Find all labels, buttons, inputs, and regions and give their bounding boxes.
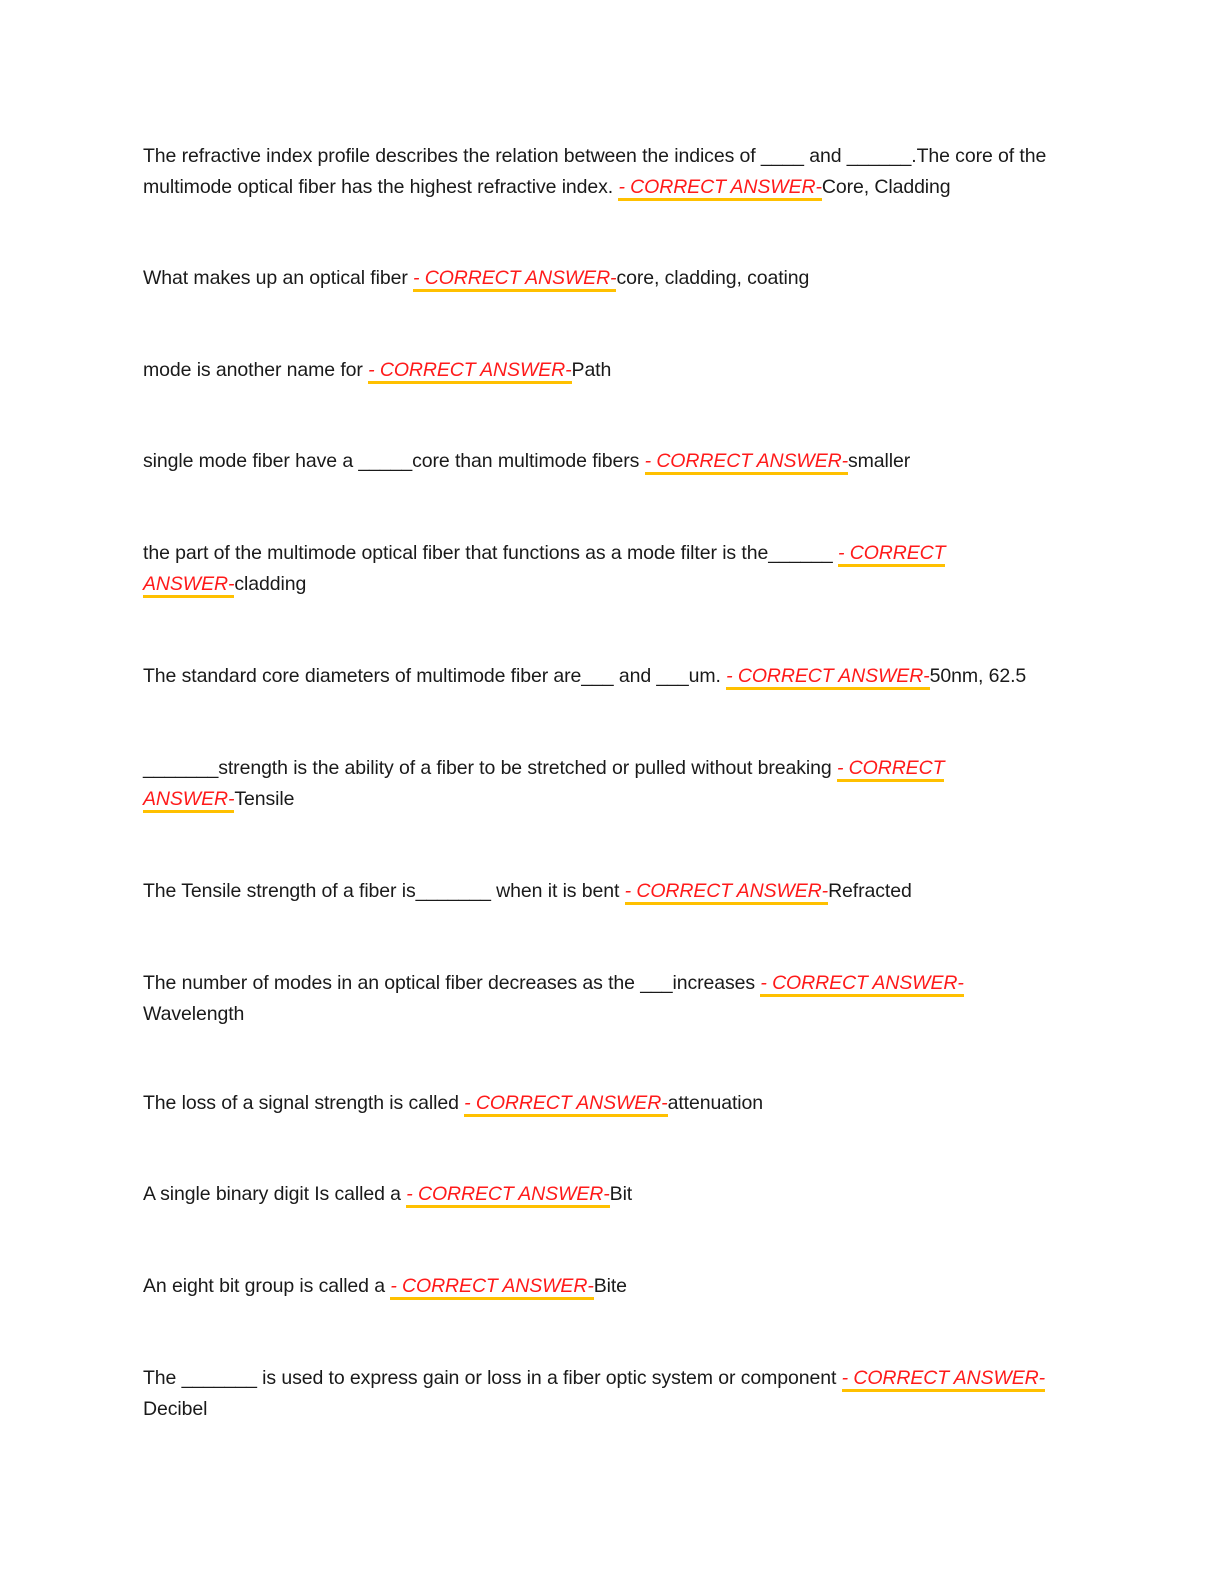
answer-text: Wavelength	[143, 1002, 245, 1025]
question-text: The refractive index profile describes the relation between the indices of ____ and ______.The core of the multimode optical fiber has the highest refractive index.	[143, 145, 1047, 198]
answer-text: Refracted	[828, 880, 912, 902]
question-text: the part of the multimode optical fiber that functions as a mode filter is the______	[143, 542, 838, 564]
question-text: A single binary digit Is called a	[143, 1183, 407, 1205]
question-text: The number of modes in an optical fiber decreases as the ___increases	[143, 972, 761, 994]
answer-text: Tensile	[234, 787, 295, 810]
answer-text: Bite	[593, 1275, 627, 1297]
qa-item-8	[143, 876, 1068, 907]
answer-text: Decibel	[143, 1397, 208, 1420]
qa-item-4	[143, 446, 1068, 477]
question-text: The standard core diameters of multimode fiber are___ and ___um.	[143, 665, 727, 687]
question-text: What makes up an optical fiber	[143, 267, 414, 289]
answer-text: Bit	[609, 1183, 633, 1205]
qa-item-10	[143, 1088, 1068, 1119]
qa-item-12	[143, 1271, 1068, 1302]
qa-item-5	[143, 538, 1003, 599]
qa-item-3	[143, 355, 1068, 386]
qa-item-1	[143, 141, 1068, 202]
correct-answer-marker: - CORRECT ANSWER-	[406, 1183, 609, 1208]
correct-answer-marker: - CORRECT ANSWER-	[368, 359, 571, 384]
question-text: The Tensile strength of a fiber is_______ when it is bent	[143, 880, 625, 902]
correct-answer-marker: - CORRECT ANSWER-	[143, 542, 945, 598]
answer-text: cladding	[234, 572, 307, 595]
answer-text: attenuation	[667, 1092, 763, 1114]
question-text: An eight bit group is called a	[143, 1275, 391, 1297]
question-text: mode is another name for	[143, 359, 369, 381]
qa-item-2	[143, 263, 1068, 294]
question-text: single mode fiber have a _____core than multimode fibers	[143, 450, 645, 472]
correct-answer-marker: - CORRECT ANSWER-	[464, 1092, 667, 1117]
correct-answer-marker: - CORRECT ANSWER-	[645, 450, 848, 475]
qa-item-7	[143, 753, 1003, 814]
question-text: The loss of a signal strength is called	[143, 1092, 465, 1114]
qa-item-6	[143, 661, 1068, 692]
answer-text: Core, Cladding	[821, 175, 951, 198]
question-text: _______strength is the ability of a fiber to be stretched or pulled without breaking	[143, 757, 837, 779]
correct-answer-marker: - CORRECT ANSWER-	[143, 757, 944, 813]
correct-answer-marker: - CORRECT ANSWER-	[760, 972, 963, 997]
qa-item-13	[143, 1363, 1078, 1424]
answer-text: core, cladding, coating	[616, 267, 810, 289]
correct-answer-marker: - CORRECT ANSWER-	[413, 267, 616, 292]
correct-answer-marker: - CORRECT ANSWER-	[618, 176, 821, 201]
qa-item-9	[143, 968, 1013, 1029]
qa-item-11	[143, 1179, 1068, 1210]
question-text: The _______ is used to express gain or loss in a fiber optic system or component	[143, 1367, 842, 1389]
correct-answer-marker: - CORRECT ANSWER-	[726, 665, 929, 690]
answer-text: 50nm, 62.5	[929, 665, 1027, 687]
answer-text: Path	[571, 359, 612, 381]
correct-answer-marker: - CORRECT ANSWER-	[625, 880, 828, 905]
correct-answer-marker: - CORRECT ANSWER-	[842, 1367, 1045, 1392]
correct-answer-marker: - CORRECT ANSWER-	[390, 1275, 593, 1300]
answer-text: smaller	[848, 450, 911, 472]
